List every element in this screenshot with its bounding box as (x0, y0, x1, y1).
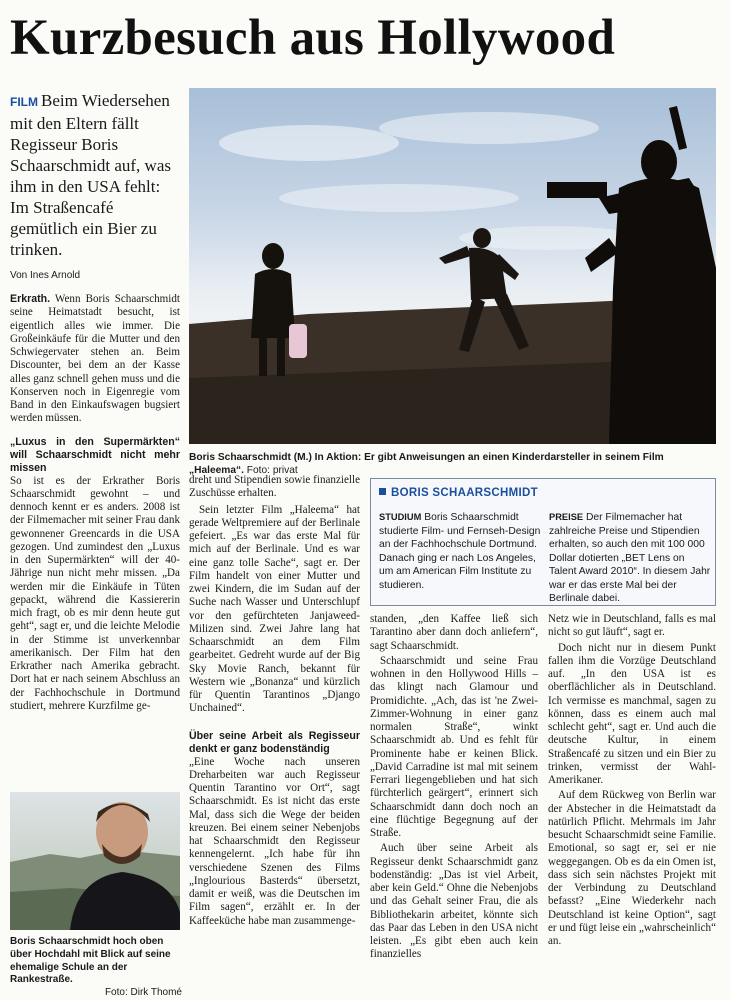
preise-text: Der Filmemacher hat zahlreiche Preise und Stipendien erhalten, so auch den mit 100 000 Dollar dotierten „BET Lens on Talent Award 2010“. In diesem Jahr war er das erste Mal bei der Berlinale dabei. (549, 512, 711, 604)
photo-caption-text: Boris Schaarschmidt (M.) In Aktion: Er gibt Anweisungen an einen Kinderdarsteller in seinem Film „Haleema“. (189, 452, 664, 476)
headline: Kurzbesuch aus Hollywood (10, 10, 616, 66)
column-4 (548, 613, 716, 948)
column-2 (189, 474, 360, 928)
col3-paragraph-2: Schaarschmidt und seine Frau wohnen in den Hollywood Hills – das klingt nach Glamour und Promidichte. „Ach, das ist 'ne Zwei-Zimmer-Wohnung in einer ganz normalen Straße“, winkt Schaarschmidt ab. Und es fehlt für Prominente habe er keinen Blick. „David Carradine ist mal mit seinem Ferrari liegengeblieben und hat sich fürchterlich geärgert“, erinnert sich Schaarschmidt dann doch noch an eine flüchtige Begegnung auf der Straße. (370, 654, 538, 839)
photo-credit: Foto: privat (246, 465, 298, 476)
square-bullet-icon (379, 488, 386, 495)
col1-paragraph-2: So ist es der Erkrather Boris Schaarschmidt gewohnt – und dennoch kennt er es anders. 2008 ist der Filmemacher mit seiner Frau dank gewonnener Greencards in die USA gezogen. Und zumindest den „Luxus in den Supermärkten“ will der 40-Jährige nun nicht mehr missen. „Da werden mir die Einkäufe in Tüten gepackt, während die Kassiererin mich fragt, ob es mir denn heute gut geht“, sagt er, und die leichte Melodie in der Stimme ist unverkennbar amerikanisch. Der Film hat den Erkrather nach Amerika gebracht. Dort hat er nach seinem Abschluss an der Fachhochschule in Dortmund studiert, mehrere Kurzfilme ge- (10, 474, 180, 712)
column-3 (370, 613, 538, 962)
col1-subhead: „Luxus in den Supermärkten“ will Schaarschmidt nicht mehr missen (10, 435, 180, 474)
portrait-image (10, 792, 180, 930)
col1-paragraph-1: Wenn Boris Schaarschmidt seine Heimatstadt besucht, ist eigentlich alles wie immer. Die Großeinkäufe für die Mutter und den Schwiegervater stehen an. Beim Discounter, bei dem an der Kasse alles ganz schnell gehen muss und die Konserven noch in Eigenregie vom Band in den Einkaufswagen bugsiert werden müssen. (10, 293, 181, 425)
column-1 (10, 293, 180, 713)
info-box-title (379, 487, 538, 499)
col3-paragraph-3: Auch über seine Arbeit als Regisseur denkt Schaarschmidt ganz bodenständig: „Das ist viel Arbeit, aber kein Geld.“ Ohne die Nebenjobs und das Gehalt seiner Frau, die als Bibliothekarin arbeitet, könnte sich das Paar das Leben in den USA nicht leisten. „Es gibt eben auch kein finanzielles (370, 842, 538, 961)
col2-paragraph-2: Sein letzter Film „Haleema“ hat gerade Weltpremiere auf der Berlinale gefeiert. „Es war das erste Mal für mich auf der Berlinale. Und es war eine ganz tolle Sache“, sagt er. Der Film handelt von einer Mutter und zwei Kindern, die im Sudan auf der Suche nach Wasser und Unterschlupf vor den gefürchteten Janjaweed-Milizen sind. Zwei Jahre lang hat Schaarschmidt an dem Film gearbeitet. Gedreht wurde auf der Big Sky Movie Ranch, bekannt für Western wie „Bonanza“ und kürzlich für Quentin Tarantinos „Django Unchained“. (189, 503, 360, 715)
section-kicker: FILM (10, 95, 38, 109)
studium-label: STUDIUM (379, 512, 422, 522)
studium-text: Boris Schaarschmidt studierte Film- und Fernseh-Design an der Fachhochschule Dortmund. Danach ging er nach Los Angeles, um am American Film Institute zu studieren. (379, 512, 541, 591)
film-set-photo (189, 88, 716, 444)
main-photo (189, 88, 716, 444)
teaser-text: Beim Wiedersehen mit den Eltern fällt Regisseur Boris Schaarschmidt auf, was ihm in den USA fehlt: Im Straßencafé gemütlich ein Bier zu trinken. (10, 91, 171, 259)
info-box (370, 478, 716, 606)
portrait-photo (10, 792, 180, 930)
dateline: Erkrath. (10, 293, 51, 305)
col2-paragraph-3: „Eine Woche nach unseren Dreharbeiten war auch Regisseur Quentin Tarantino vor Ort“, sagt Schaarschmidt. Es ist nicht das erste Mal, dass sich die Wege der beiden kreuzen. Bei einem seiner Nebenjobs hat Schaarschmidt den Regisseur kennengelernt. „Ich habe für ihn verschiedene Szenen des Films „Inglourious Basterds“ übersetzt, damit er weiß, was die Deutschen im Film sagen“, erzählt er. In der Kaffeeküche habe man zusammenge- (189, 755, 360, 927)
col4-paragraph-2: Doch nicht nur in diesem Punkt fallen ihm die Vorzüge Deutschland auf. „In den USA ist es oberflächlicher als in Deutschland. Ich vermisse es manchmal, sagen zu können, dass es einem auch mal schlecht geht“, sagt er. Und auch die deutsche Kultur, in einem Straßencafé zu sitzen und ein Bier zu trinken, vermisst der Wahl-Amerikaner. (548, 641, 716, 786)
col3-paragraph-1: standen, „den Kaffee ließ sich Tarantino aber dann doch anliefern“, sagt Schaarschmidt. (370, 613, 538, 652)
preise-label: PREISE (549, 512, 584, 522)
byline: Von Ines Arnold (10, 270, 81, 281)
info-box-title-text: BORIS SCHAARSCHMIDT (391, 487, 538, 499)
info-box-preise (549, 511, 711, 606)
portrait-credit: Foto: Dirk Thomé (104, 987, 182, 999)
col2-subhead: Über seine Arbeit als Regisseur denkt er ganz bodenständig (189, 729, 360, 755)
col4-paragraph-3: Auf dem Rückweg von Berlin war der Abstecher in die Heimatstadt da natürlich Pflicht. Mehrmals im Jahr besucht Schaarschmidt seine Familie. Emotional, so sagt er, sei er nie weggegangen. Ob es da ein Omen ist, dass sich sein nächstes Projekt mit der Verbindung zu Deutschland befasst? „Eine Wiederkehr nach Deutschland ist keine Option“, sagt er und fügt leise ein „wahrscheinlich“ an. (548, 789, 716, 947)
col2-paragraph-1: dreht und Stipendien sowie finanzielle Zuschüsse erhalten. (189, 474, 360, 500)
col4-paragraph-1: Netz wie in Deutschland, falls es mal nicht so gut läuft“, sagt er. (548, 613, 716, 639)
info-box-studium (379, 511, 541, 592)
portrait-caption-text: Boris Schaarschmidt hoch oben über Hochdahl mit Blick auf seine ehemalige Schule an der Rankestraße. (10, 936, 171, 986)
portrait-caption (10, 936, 182, 1000)
teaser (10, 90, 180, 260)
